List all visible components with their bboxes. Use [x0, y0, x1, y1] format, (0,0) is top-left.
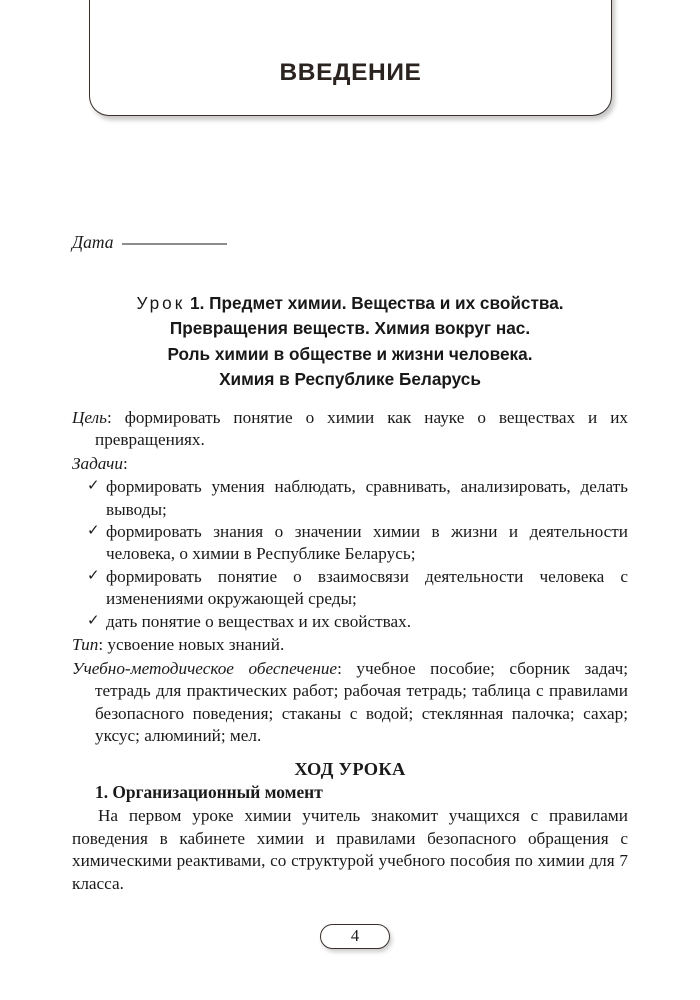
task-text: формировать умения наблюдать, сравнивать, анализировать, делать выводы;	[106, 477, 628, 519]
tasks-label: Задачи	[72, 453, 123, 473]
lesson-title-line-4: Химия в Республике Беларусь	[219, 369, 481, 390]
document-content	[72, 232, 628, 895]
lesson-number: 1.	[190, 293, 205, 313]
check-icon: ✓	[87, 610, 100, 629]
task-text: формировать знания о значении химии в жизни и деятельности человека, о химии в Республике Беларусь;	[106, 522, 628, 564]
list-item	[72, 611, 628, 633]
goal-label: Цель	[72, 407, 107, 427]
check-icon: ✓	[87, 521, 100, 539]
lesson-prefix: Урок	[136, 293, 186, 313]
check-icon: ✓	[87, 565, 100, 584]
task-text: формировать понятие о взаимосвязи деятельности человека с изменениями окружающей среды;	[106, 566, 628, 609]
list-item	[72, 476, 628, 521]
goal-text: формировать понятие о химии как науке о веществах и их превращениях.	[95, 407, 628, 450]
lesson-title-line-1: Предмет химии. Вещества и их свойства.	[209, 293, 564, 313]
materials-text: учебное пособие; сборник задач; тетрадь для практических работ; рабочая тетрадь; таблица с правилами безопасного поведения; стаканы с водой; стеклянная палочка; сахар; уксус; алюминий; мел.	[95, 658, 628, 745]
lesson-title-line-2: Превращения веществ. Химия вокруг нас.	[169, 318, 531, 339]
chapter-header-banner	[89, 0, 612, 116]
type-label: Тип	[72, 635, 99, 655]
page-number-badge	[320, 924, 390, 949]
page-title: ВВЕДЕНИЕ	[279, 59, 422, 86]
list-item	[72, 521, 628, 566]
tasks-separator: :	[122, 453, 128, 473]
lesson-heading	[72, 291, 628, 393]
task-text: дать понятие о веществах и их свойствах.	[106, 611, 412, 631]
step-1-paragraph: На первом уроке химии учитель знакомит учащихся с правилами поведения в кабинете химии и правилами безопасного обращения с химическими реактивами, со структурой учебного пособия по химии для 7 класса.	[72, 806, 628, 893]
date-blank-rule	[122, 243, 227, 245]
materials-label: Учебно-методическое обеспечение	[72, 658, 338, 678]
date-label: Дата	[72, 232, 114, 252]
list-item	[72, 566, 628, 611]
step-1-heading: 1. Организационный момент	[95, 782, 323, 803]
date-line	[72, 232, 628, 253]
type-separator: :	[98, 635, 108, 655]
lesson-flow-heading: ХОД УРОКА	[294, 759, 406, 780]
lesson-title-line-3: Роль химии в обществе и жизни человека.	[167, 343, 533, 364]
page-number-value: 4	[350, 926, 360, 946]
goal-separator: :	[106, 407, 125, 427]
tasks-label-paragraph	[72, 453, 628, 475]
type-paragraph	[72, 634, 628, 656]
materials-paragraph	[72, 658, 628, 748]
check-icon: ✓	[87, 476, 100, 495]
materials-separator: :	[337, 658, 357, 678]
type-text: усвоение новых знаний.	[107, 635, 285, 655]
tasks-list	[72, 476, 628, 633]
goal-paragraph	[72, 407, 628, 452]
